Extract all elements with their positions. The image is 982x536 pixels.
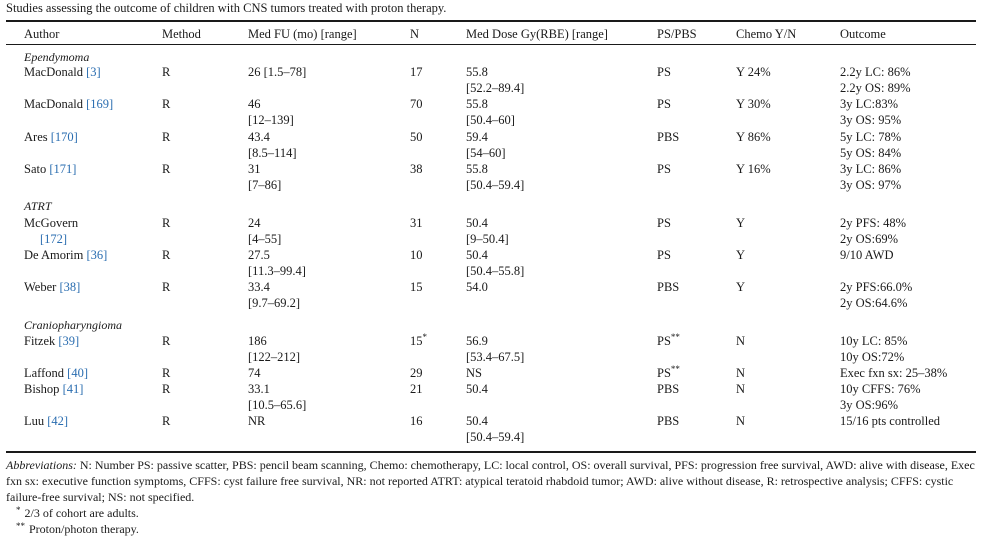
citation-link[interactable]: [171] [49,162,77,176]
method-cell: R [162,130,171,144]
author-name: Laffond [24,366,65,380]
outcome-cell-2: 5y OS: 84% [840,146,902,160]
ps-cell: PS [657,65,671,79]
table-caption: Studies assessing the outcome of children with CNS tumors treated with proton therapy. [6,1,447,15]
ps-cell: PBS [657,280,680,294]
author-name: Weber [24,280,57,294]
dose-cell: 50.4 [466,248,488,262]
dose-range-cell: [53.4–67.5] [466,350,525,364]
outcome-cell: Exec fxn sx: 25–38% [840,366,948,380]
header-fu: Med FU (mo) [range] [248,27,357,41]
outcome-cell: 2y PFS: 48% [840,216,906,230]
bottom-rule [6,451,976,453]
citation-link[interactable]: [40] [67,366,88,380]
author-cell [24,413,68,429]
fu-range-cell: [12–139] [248,113,294,127]
header-ps-pbs: PS/PBS [657,27,697,41]
dose-cell: 50.4 [466,382,488,396]
author-name: Luu [24,414,45,428]
author-cell [24,279,80,295]
ps-cell: PS [657,97,671,111]
fu-range-cell: [122–212] [248,350,301,364]
n-cell: 38 [410,162,423,176]
outcome-cell-2: 2y OS:64.6% [840,296,908,310]
footnote-text: 2/3 of cohort are adults. [24,506,139,520]
n-cell: 17 [410,65,423,79]
author-cell [24,247,107,263]
fu-range-cell: [8.5–114] [248,146,297,160]
author-cell [24,96,113,112]
method-cell: R [162,334,171,348]
fu-cell: 74 [248,366,261,380]
dose-range-cell: [52.2–89.4] [466,81,525,95]
outcome-cell-2: 2y OS:69% [840,232,898,246]
author-name: MacDonald [24,65,84,79]
dose-cell: 50.4 [466,414,488,428]
dose-range-cell: [50.4–60] [466,113,515,127]
citation-link[interactable]: [169] [86,97,114,111]
method-cell: R [162,65,171,79]
outcome-cell-2: 3y OS:96% [840,398,898,412]
author-name: MacDonald [24,97,84,111]
fu-cell: 186 [248,334,267,348]
chemo-cell: Y 24% [736,65,771,79]
dose-range-cell: [54–60] [466,146,506,160]
outcome-cell: 10y LC: 85% [840,334,908,348]
method-cell: R [162,97,171,111]
author-name: Fitzek [24,334,56,348]
header-n: N [410,27,420,41]
author-cell [24,129,78,145]
chemo-cell: Y 16% [736,162,771,176]
fu-cell: 24 [248,216,261,230]
abbreviations-text: N: Number PS: passive scatter, PBS: pencil beam scanning, Chemo: chemotherapy, LC: local control, OS: overall survival, PFS: progression free survival, AWD: alive with disease, Exec fxn sx: executive function symptoms, CFFS: cyst failure free survival, NR: not reported ATRT: atypical teratoid rhabdoid tumor; AWD: alive without disease, R: retrospective analysis; CFFS: cystic failure-free survival; NS: not specified. [6,458,975,504]
author-name: Sato [24,162,47,176]
dose-cell: 55.8 [466,65,488,79]
chemo-cell: N [736,414,746,428]
fu-range-cell: [11.3–99.4] [248,264,306,278]
ps-value: PS [657,366,671,380]
outcome-cell: 2.2y LC: 86% [840,65,911,79]
method-cell: R [162,366,171,380]
footnote-marker: ** [670,332,680,342]
outcome-cell: 3y LC:83% [840,97,898,111]
header-chemo: Chemo Y/N [736,27,797,41]
footnote-mark: ** [16,521,25,531]
n-value: 15 [410,334,423,348]
method-cell: R [162,382,171,396]
outcome-cell-2: 3y OS: 97% [840,178,902,192]
n-cell: 31 [410,216,423,230]
outcome-cell: 2y PFS:66.0% [840,280,913,294]
ps-cell: PS [657,248,671,262]
header-rule [6,44,976,45]
citation-link[interactable]: [36] [86,248,108,262]
fu-range-cell: [7–86] [248,178,282,192]
n-cell: 15 [410,280,423,294]
n-cell: 10 [410,248,423,262]
fu-range-cell: [9.7–69.2] [248,296,301,310]
dose-range-cell: [9–50.4] [466,232,509,246]
dose-cell: 59.4 [466,130,488,144]
outcome-cell: 9/10 AWD [840,248,894,262]
ps-cell [657,365,680,381]
dose-cell: 50.4 [466,216,488,230]
method-cell: R [162,414,171,428]
ps-cell: PS [657,162,671,176]
chemo-cell: Y 86% [736,130,771,144]
chemo-cell: Y 30% [736,97,771,111]
group-label-atrt: ATRT [24,199,52,213]
chemo-cell: Y [736,248,746,262]
fu-cell: 31 [248,162,261,176]
fu-cell: 26 [1.5–78] [248,65,307,79]
group-label-ependymoma: Ependymoma [24,50,90,64]
author-cell [24,365,88,381]
outcome-cell: 5y LC: 78% [840,130,902,144]
dose-cell: 56.9 [466,334,488,348]
n-cell: 50 [410,130,423,144]
fu-range-cell: [10.5–65.6] [248,398,307,412]
author-name: De Amorim [24,248,84,262]
footnote-marker: ** [670,364,680,374]
dose-cell: 55.8 [466,97,488,111]
ps-cell [657,333,680,349]
footnote-marker: * [422,332,427,342]
author-name: Ares [24,130,48,144]
fu-cell: NR [248,414,266,428]
fu-cell: 33.1 [248,382,270,396]
outcome-cell-2: 2.2y OS: 89% [840,81,911,95]
dose-cell: 55.8 [466,162,488,176]
fu-cell: 27.5 [248,248,270,262]
citation-link[interactable]: [3] [86,65,101,79]
method-cell: R [162,280,171,294]
chemo-cell: Y [736,280,746,294]
abbreviations-note [6,457,978,505]
author-name: McGovern [24,216,79,230]
method-cell: R [162,216,171,230]
chemo-cell: N [736,366,746,380]
outcome-cell-2: 10y OS:72% [840,350,905,364]
header-method: Method [162,27,201,41]
dose-range-cell: [50.4–59.4] [466,178,525,192]
fu-cell: 46 [248,97,261,111]
header-author: Author [24,27,60,41]
author-cell [24,381,83,397]
ps-cell: PBS [657,382,680,396]
dose-range-cell: [50.4–59.4] [466,430,525,444]
n-cell: 70 [410,97,423,111]
outcome-cell: 15/16 pts controlled [840,414,940,428]
dose-cell: NS [466,366,482,380]
outcome-cell: 10y CFFS: 76% [840,382,921,396]
ps-cell: PBS [657,130,680,144]
n-cell: 16 [410,414,423,428]
outcome-cell-2: 3y OS: 95% [840,113,902,127]
outcome-cell: 3y LC: 86% [840,162,902,176]
footnote [16,519,139,536]
author-cell [24,161,76,177]
citation-link[interactable]: [42] [47,414,69,428]
author-cell [24,64,101,80]
n-cell: 29 [410,366,423,380]
citation-link[interactable]: [172] [40,232,68,246]
citation-link[interactable]: [39] [58,334,80,348]
dose-range-cell: [50.4–55.8] [466,264,525,278]
footnote [16,503,139,520]
fu-cell: 33.4 [248,280,270,294]
chemo-cell: Y [736,216,746,230]
author-cell [24,333,79,349]
method-cell: R [162,162,171,176]
dose-cell: 54.0 [466,280,488,294]
n-cell: 21 [410,382,423,396]
citation-link[interactable]: [41] [62,382,84,396]
header-dose: Med Dose Gy(RBE) [range] [466,27,608,41]
method-cell: R [162,248,171,262]
chemo-cell: N [736,334,746,348]
chemo-cell: N [736,382,746,396]
n-cell [410,333,427,349]
top-rule [6,20,976,22]
ps-cell: PBS [657,414,680,428]
abbreviations-label: Abbreviations: [6,458,77,472]
author-name: Bishop [24,382,60,396]
citation-link[interactable]: [170] [50,130,78,144]
ps-value: PS [657,334,671,348]
fu-cell: 43.4 [248,130,270,144]
ps-cell: PS [657,216,671,230]
header-outcome: Outcome [840,27,886,41]
citation-link[interactable]: [38] [59,280,81,294]
footnote-text: Proton/photon therapy. [29,522,139,536]
group-label-craniopharyngioma: Craniopharyngioma [24,318,123,332]
fu-range-cell: [4–55] [248,232,282,246]
footnote-mark: * [16,505,21,515]
